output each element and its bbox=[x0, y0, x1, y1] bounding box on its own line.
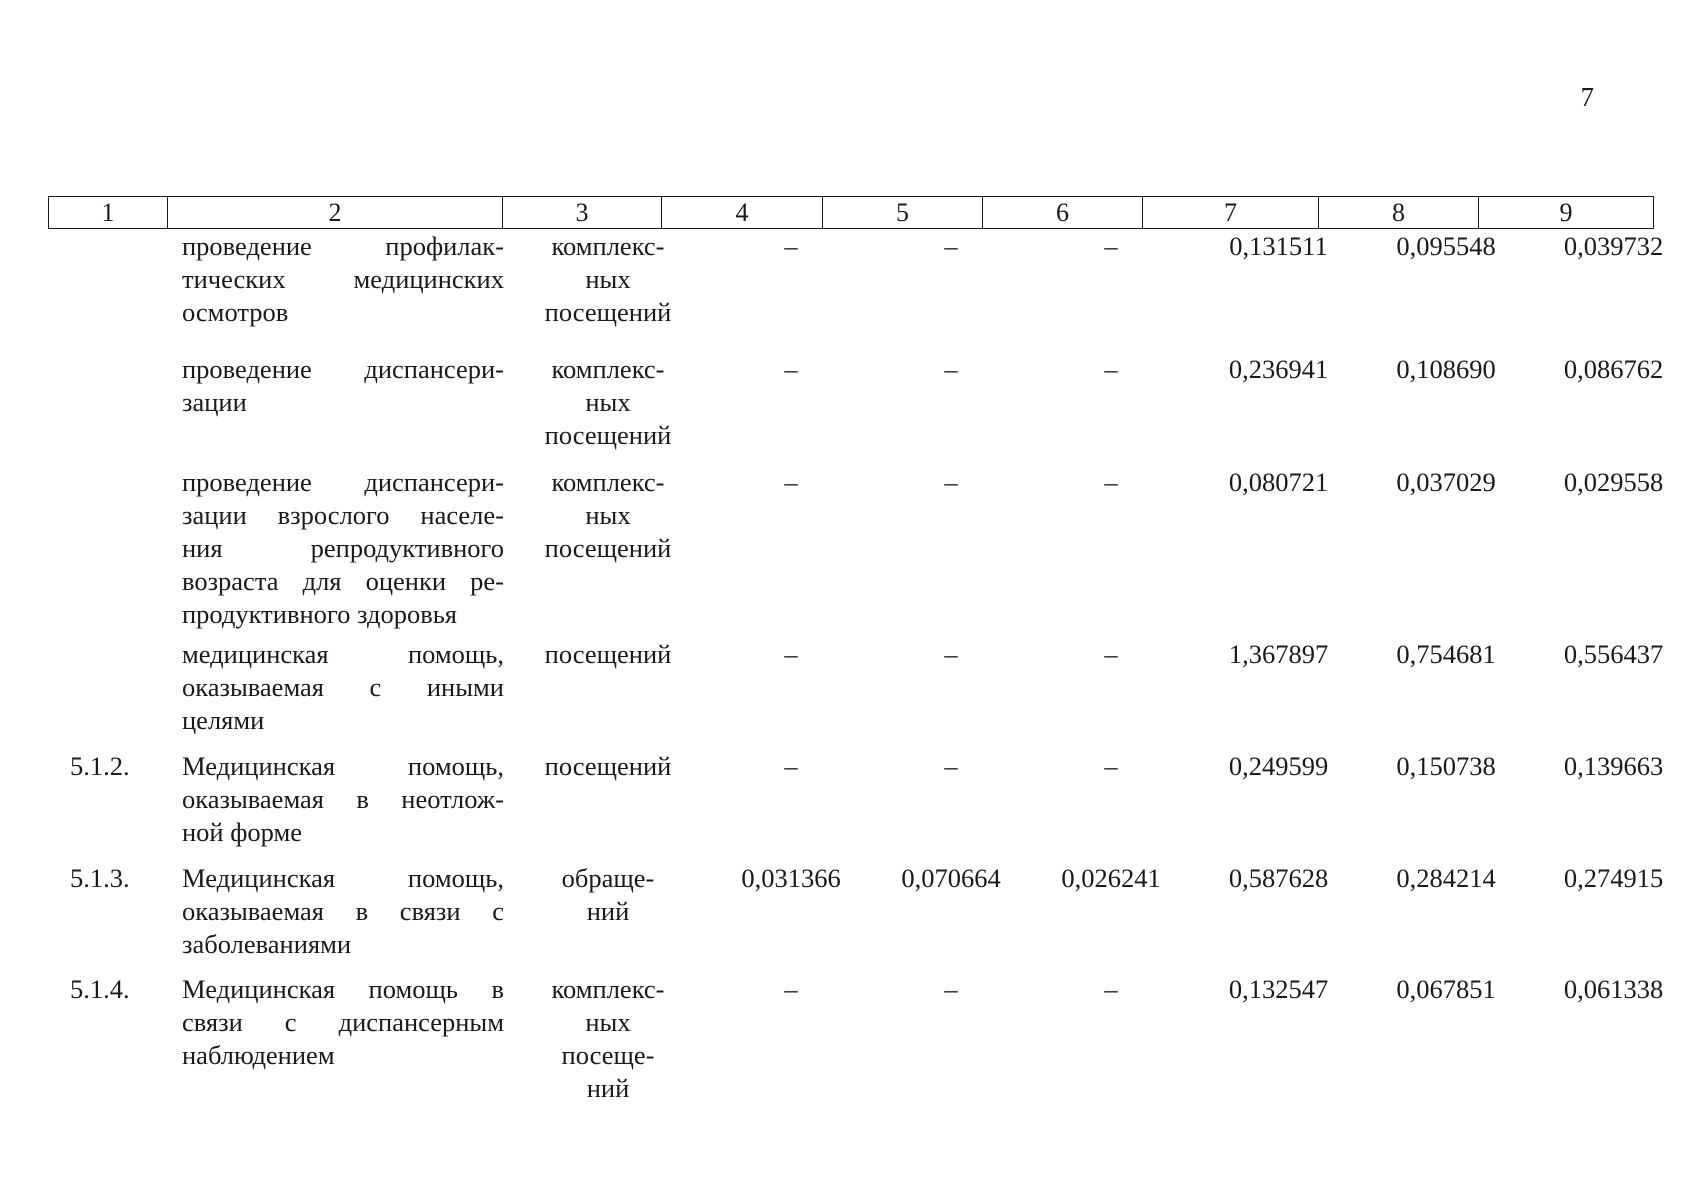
row-value-col-4: – bbox=[784, 467, 798, 497]
row-name-line: оказываемая в неотлож- bbox=[182, 784, 504, 814]
row-value-col-5: – bbox=[944, 231, 958, 261]
row-value-col-8: 0,754681 bbox=[1396, 639, 1496, 669]
row-unit-line: ных bbox=[585, 1007, 631, 1037]
row-value-col-6: – bbox=[1104, 354, 1118, 384]
column-header-table bbox=[48, 196, 1654, 229]
row-name-line: оказываемая с иными bbox=[182, 672, 504, 702]
row-name-line: Медицинская помощь в bbox=[182, 974, 504, 1004]
table-body bbox=[48, 230, 1664, 1113]
row-unit-line: ных bbox=[585, 387, 631, 417]
row-name-line: ной форме bbox=[182, 817, 303, 847]
row-unit-line: посеще- bbox=[561, 1040, 655, 1070]
row-name-line: Медицинская помощь, bbox=[182, 863, 504, 893]
row-name-line: целями bbox=[182, 705, 265, 735]
row-unit-line: посещений bbox=[544, 533, 672, 563]
row-value-col-9: 0,139663 bbox=[1563, 751, 1664, 781]
column-header-5: 5 bbox=[823, 197, 983, 229]
row-unit-line: обраще- bbox=[561, 863, 655, 893]
row-value-col-8: 0,095548 bbox=[1396, 231, 1496, 261]
row-value-col-9: 0,556437 bbox=[1563, 639, 1664, 669]
row-value-col-8: 0,067851 bbox=[1396, 974, 1496, 1004]
row-name-line: проведение профилак- bbox=[182, 231, 504, 261]
row-value-col-6: 0,026241 bbox=[1061, 863, 1161, 893]
row-number: 5.1.2. bbox=[70, 751, 130, 781]
row-name-line: возраста для оценки ре- bbox=[182, 566, 504, 596]
row-value-col-7: 0,131511 bbox=[1229, 231, 1328, 261]
row-value-col-7: 0,236941 bbox=[1228, 354, 1329, 384]
row-value-col-9: 0,274915 bbox=[1563, 863, 1664, 893]
row-value-col-9: 0,061338 bbox=[1563, 974, 1664, 1004]
row-name-line: оказываемая в связи с bbox=[182, 896, 504, 926]
row-name-line: тических медицинских bbox=[182, 264, 504, 294]
row-value-col-6: – bbox=[1104, 751, 1118, 781]
row-value-col-7: 0,587628 bbox=[1228, 863, 1329, 893]
column-header-8: 8 bbox=[1319, 197, 1479, 229]
row-name bbox=[182, 973, 504, 1072]
row-unit-line: ний bbox=[586, 1073, 630, 1103]
row-value-col-7: 1,367897 bbox=[1228, 639, 1329, 669]
row-unit bbox=[503, 750, 713, 783]
row-value-col-4: – bbox=[784, 751, 798, 781]
row-name-line: проведение диспансери- bbox=[182, 354, 504, 384]
row-unit-line: посещений bbox=[544, 297, 672, 327]
row-name bbox=[182, 466, 504, 631]
row-name-line: проведение диспансери- bbox=[182, 467, 504, 497]
row-value-col-4: – bbox=[784, 354, 798, 384]
row-unit-line: комплекс- bbox=[551, 354, 665, 384]
row-value-col-5: – bbox=[944, 974, 958, 1004]
row-name-line: заболеваниями bbox=[182, 929, 352, 959]
row-name-line: наблюдением bbox=[182, 1040, 335, 1070]
row-value-col-8: 0,150738 bbox=[1396, 751, 1496, 781]
row-value-col-5: – bbox=[944, 467, 958, 497]
row-number: 5.1.3. bbox=[70, 863, 130, 893]
row-name-line: медицинская помощь, bbox=[182, 639, 504, 669]
row-value-col-6: – bbox=[1104, 639, 1118, 669]
row-unit-line: посещений bbox=[544, 751, 672, 781]
row-name-line: продуктивного здоровья bbox=[182, 599, 457, 629]
row-name bbox=[182, 750, 504, 849]
row-value-col-9: 0,086762 bbox=[1563, 354, 1664, 384]
row-value-col-4: – bbox=[784, 231, 798, 261]
table-row bbox=[48, 862, 1664, 973]
row-value-col-9: 0,029558 bbox=[1563, 467, 1664, 497]
table-row bbox=[48, 750, 1664, 862]
row-value-col-9: 0,039732 bbox=[1563, 231, 1664, 261]
row-value-col-8: 0,108690 bbox=[1396, 354, 1496, 384]
column-header-3: 3 bbox=[503, 197, 662, 229]
row-name-line: ния репродуктивного bbox=[182, 533, 504, 563]
page-number: 7 bbox=[1580, 82, 1594, 112]
row-value-col-7: 0,080721 bbox=[1228, 467, 1329, 497]
row-unit-line: ных bbox=[585, 264, 631, 294]
row-unit-line: ний bbox=[586, 896, 630, 926]
row-value-col-4: – bbox=[784, 639, 798, 669]
row-value-col-4: – bbox=[784, 974, 798, 1004]
row-unit-line: комплекс- bbox=[551, 974, 665, 1004]
row-value-col-7: 0,132547 bbox=[1228, 974, 1329, 1004]
row-name bbox=[182, 862, 504, 961]
column-header-4: 4 bbox=[662, 197, 823, 229]
row-value-col-6: – bbox=[1104, 467, 1118, 497]
table-row bbox=[48, 973, 1664, 1113]
row-unit bbox=[503, 230, 713, 329]
row-unit-line: комплекс- bbox=[551, 467, 665, 497]
row-unit bbox=[503, 638, 713, 671]
row-name bbox=[182, 638, 504, 737]
row-unit-line: комплекс- bbox=[551, 231, 665, 261]
column-header-1: 1 bbox=[49, 197, 168, 229]
row-value-col-5: 0,070664 bbox=[901, 863, 1001, 893]
column-header-6: 6 bbox=[983, 197, 1143, 229]
row-value-col-5: – bbox=[944, 354, 958, 384]
row-unit-line: посещений bbox=[544, 639, 672, 669]
row-name bbox=[182, 230, 504, 329]
column-header-2: 2 bbox=[168, 197, 503, 229]
row-name bbox=[182, 353, 504, 419]
row-unit bbox=[503, 862, 713, 928]
table-row bbox=[48, 466, 1664, 638]
row-unit bbox=[503, 466, 713, 565]
row-unit bbox=[503, 973, 713, 1105]
row-name-line: зации взрослого населе- bbox=[182, 500, 504, 530]
row-value-col-4: 0,031366 bbox=[741, 863, 841, 893]
row-number: 5.1.4. bbox=[70, 974, 130, 1004]
column-header-9: 9 bbox=[1479, 197, 1654, 229]
row-value-col-5: – bbox=[944, 751, 958, 781]
row-unit-line: ных bbox=[585, 500, 631, 530]
row-value-col-8: 0,284214 bbox=[1396, 863, 1496, 893]
column-header-7: 7 bbox=[1143, 197, 1319, 229]
table-row bbox=[48, 230, 1664, 353]
row-unit bbox=[503, 353, 713, 452]
row-value-col-5: – bbox=[944, 639, 958, 669]
row-value-col-6: – bbox=[1104, 231, 1118, 261]
row-value-col-6: – bbox=[1104, 974, 1118, 1004]
row-name-line: зации bbox=[182, 387, 247, 417]
row-name-line: Медицинская помощь, bbox=[182, 751, 504, 781]
row-name-line: связи с диспансерным bbox=[182, 1007, 504, 1037]
table-row bbox=[48, 638, 1664, 750]
row-unit-line: посещений bbox=[544, 420, 672, 450]
row-value-col-7: 0,249599 bbox=[1228, 751, 1329, 781]
table-row bbox=[48, 353, 1664, 466]
row-value-col-8: 0,037029 bbox=[1396, 467, 1496, 497]
row-name-line: осмотров bbox=[182, 297, 289, 327]
